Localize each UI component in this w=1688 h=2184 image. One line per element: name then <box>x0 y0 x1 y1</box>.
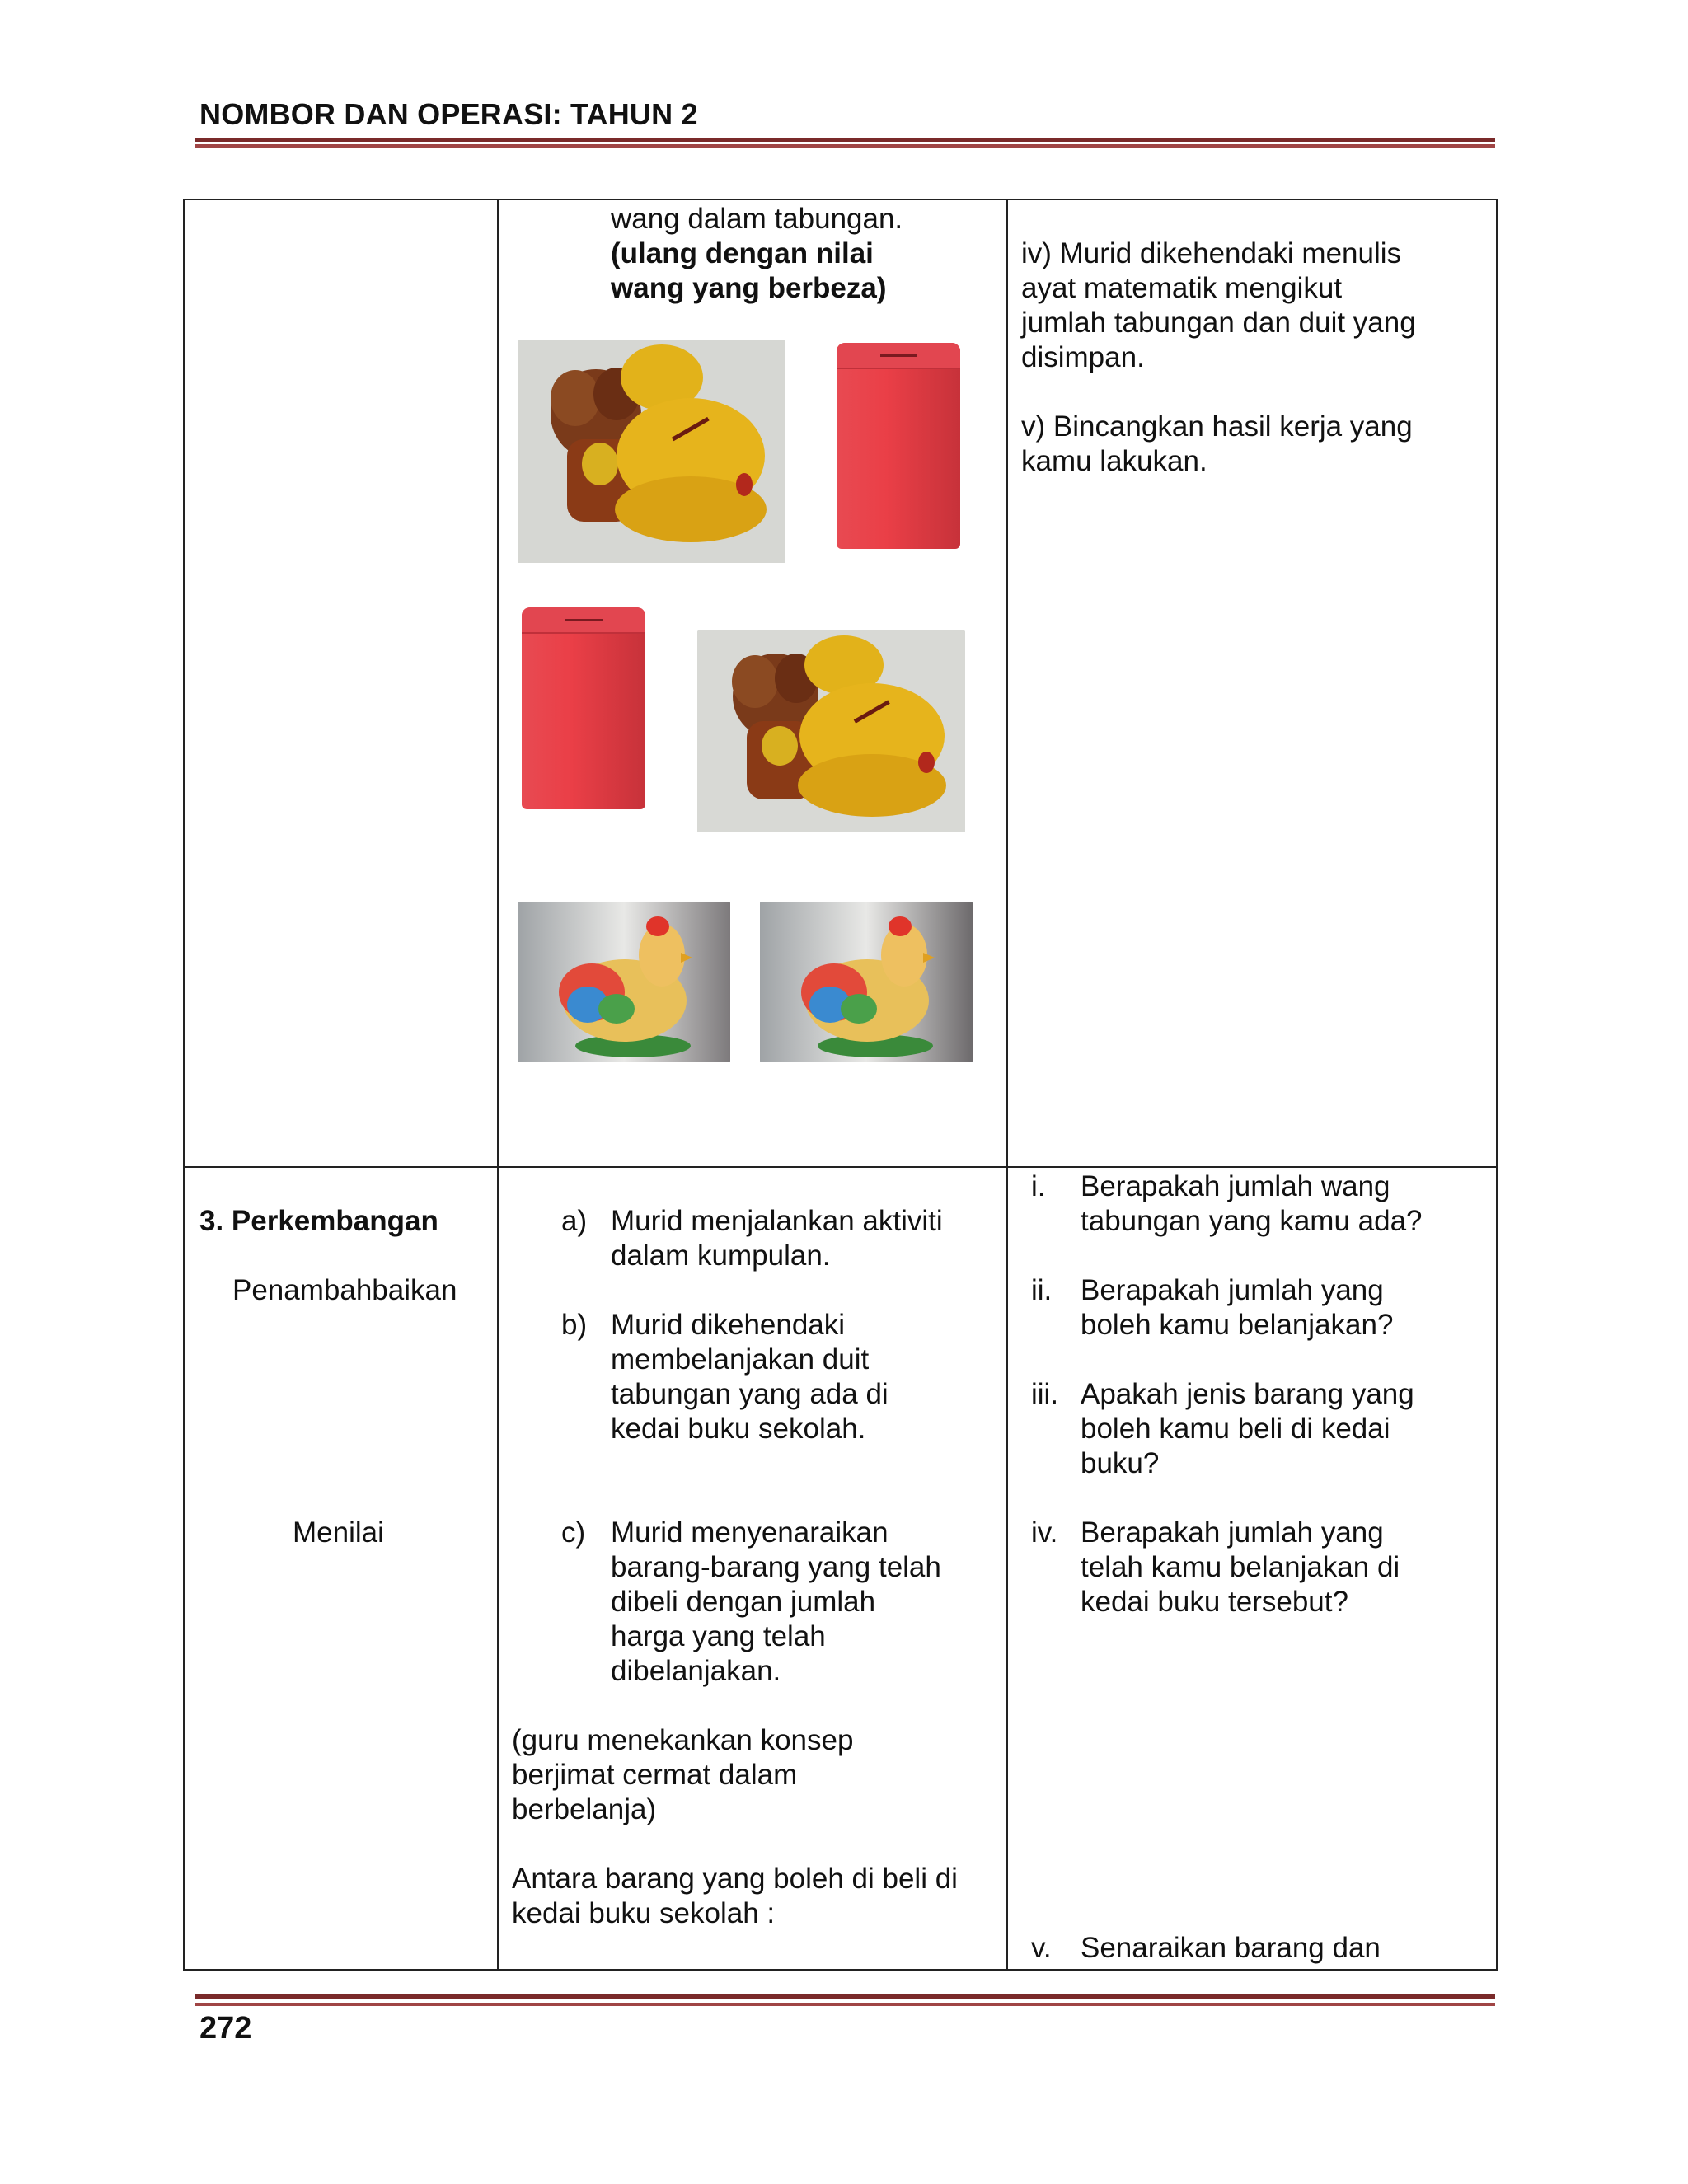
question-marker: i. <box>1031 1170 1046 1202</box>
question-line: Apakah jenis barang yang <box>1081 1378 1414 1410</box>
list-line: membelanjakan duit <box>611 1343 870 1376</box>
list-line: tabungan yang ada di <box>611 1378 889 1410</box>
list-marker: a) <box>561 1205 588 1237</box>
question-marker: iv. <box>1031 1516 1058 1549</box>
lesson-plan-table <box>183 199 1498 1971</box>
question-line: Berapakah jumlah yang <box>1081 1274 1384 1306</box>
question-line: Berapakah jumlah yang <box>1081 1516 1384 1549</box>
closing-line: Antara barang yang boleh di beli di <box>512 1863 958 1895</box>
stage-title: 3. Perkembangan <box>199 1205 438 1237</box>
list-line: dibelanjakan. <box>611 1655 781 1687</box>
list-item <box>561 1516 995 1689</box>
red-tin-bank-photo <box>507 604 672 818</box>
question-line: telah kamu belanjakan di <box>1081 1551 1400 1583</box>
rooster-bank-photo <box>760 902 973 1062</box>
toy-coin-bank-photo <box>518 340 785 563</box>
instruction-line: disimpan. <box>1021 341 1145 373</box>
question-marker: ii. <box>1031 1274 1053 1306</box>
teacher-note-line: (guru menekankan konsep <box>512 1724 854 1756</box>
list-line: Murid dikehendaki <box>611 1309 846 1341</box>
question-line: kedai buku tersebut? <box>1081 1586 1348 1618</box>
question-item <box>1008 1516 1483 1619</box>
instruction-line: kamu lakukan. <box>1021 445 1207 477</box>
assessment-cell <box>1007 1167 1497 1970</box>
header-rule <box>195 138 1495 142</box>
activity-line-bold: (ulang dengan nilai <box>611 237 874 269</box>
stage-cell <box>184 1167 498 1970</box>
list-marker: b) <box>561 1309 588 1341</box>
toy-coin-bank-photo <box>697 630 965 832</box>
rooster-bank-photo <box>518 902 730 1062</box>
list-marker: c) <box>561 1516 586 1549</box>
instruction-line: v) Bincangkan hasil kerja yang <box>1021 410 1413 443</box>
instruction-line: ayat matematik mengikut <box>1021 272 1343 304</box>
list-line: Murid menjalankan aktiviti <box>611 1205 943 1237</box>
question-line: Senaraikan barang dan <box>1081 1932 1381 1964</box>
list-line: harga yang telah <box>611 1620 826 1652</box>
assessment-cell <box>1007 199 1497 1167</box>
question-line: tabungan yang kamu ada? <box>1081 1205 1423 1237</box>
footer-rule <box>195 1994 1495 1999</box>
list-line: barang-barang yang telah <box>611 1551 941 1583</box>
question-line: Berapakah jumlah wang <box>1081 1170 1390 1202</box>
question-item <box>1008 1169 1483 1239</box>
header-rule-secondary <box>195 144 1495 148</box>
list-line: dalam kumpulan. <box>611 1240 831 1272</box>
question-line: buku? <box>1081 1447 1160 1479</box>
list-line: kedai buku sekolah. <box>611 1413 866 1445</box>
question-marker: v. <box>1031 1932 1052 1964</box>
question-item <box>1008 1273 1483 1343</box>
instruction-line: jumlah tabungan dan duit yang <box>1021 307 1416 339</box>
activity-cell <box>498 1167 1007 1970</box>
teacher-note-line: berjimat cermat dalam <box>512 1759 798 1791</box>
teacher-note-line: berbelanja) <box>512 1793 657 1825</box>
list-line: Murid menyenaraikan <box>611 1516 889 1549</box>
stage-substep: Menilai <box>293 1516 384 1549</box>
activity-cell <box>498 199 1007 1167</box>
table-row <box>184 199 1497 1167</box>
list-item <box>561 1308 995 1446</box>
closing-line: kedai buku sekolah : <box>512 1897 776 1929</box>
footer-rule-secondary <box>195 2003 1495 2006</box>
activity-line-bold: wang yang berbeza) <box>611 272 887 304</box>
list-item <box>561 1204 995 1273</box>
stage-cell-empty <box>184 199 498 1167</box>
page-number: 272 <box>199 2011 252 2046</box>
question-item <box>1008 1377 1483 1481</box>
red-tin-bank-photo <box>816 336 989 559</box>
question-line: boleh kamu belanjakan? <box>1081 1309 1394 1341</box>
list-line: dibeli dengan jumlah <box>611 1586 876 1618</box>
question-line: boleh kamu beli di kedai <box>1081 1413 1390 1445</box>
question-marker: iii. <box>1031 1378 1059 1410</box>
question-item <box>1008 1931 1483 1966</box>
page-header-title: NOMBOR DAN OPERASI: TAHUN 2 <box>199 97 698 131</box>
activity-line: wang dalam tabungan. <box>611 203 903 235</box>
table-row <box>184 1167 1497 1970</box>
instruction-line: iv) Murid dikehendaki menulis <box>1021 237 1402 269</box>
stage-substep: Penambahbaikan <box>232 1274 457 1306</box>
